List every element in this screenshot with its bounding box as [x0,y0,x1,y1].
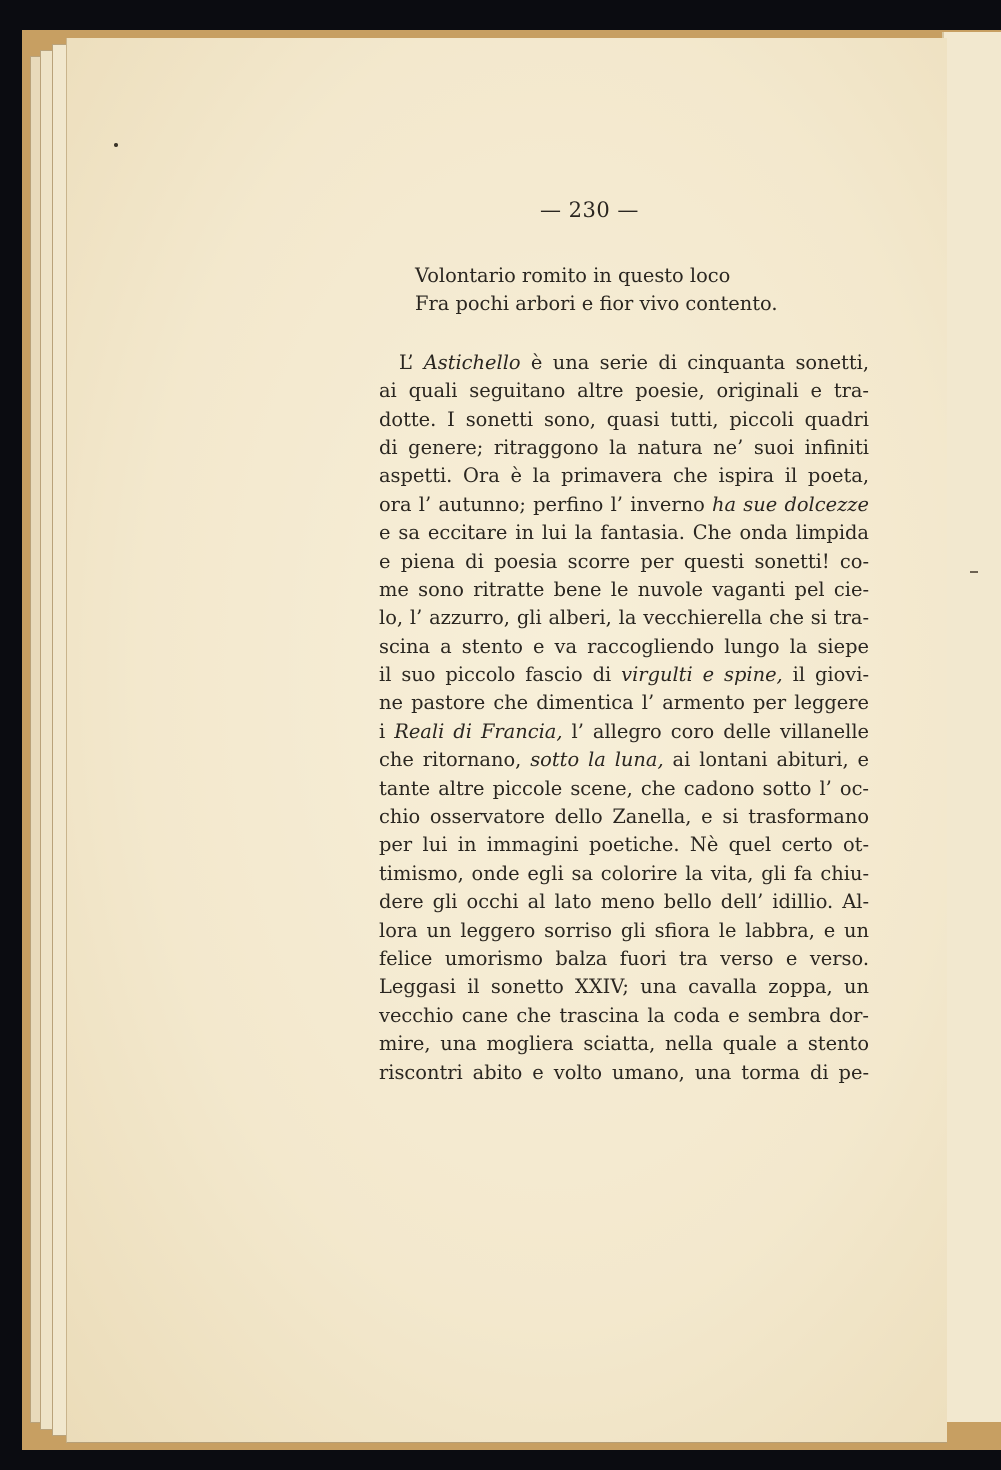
text-line [379,1059,869,1087]
page-text [379,262,869,1087]
text-run: chio osservatore dello Zanella, e si trasformano [379,805,869,829]
text-run: aspetti. Ora è la primavera che ispira il poeta, [379,464,869,488]
text-line [379,860,869,888]
text-line [379,973,869,1001]
italic-run: ha sue dolcezze [712,492,869,516]
facing-page-edge [942,32,1001,1422]
text-line [379,349,869,377]
text-line [379,576,869,604]
text-run: ora l’ autunno; perfino l’ inverno [379,492,713,516]
verse-line: Fra pochi arbori e fior vivo contento. [415,292,778,316]
text-run: per lui in immagini poetiche. Nè quel certo ot- [379,833,869,857]
text-run: lo, l’ azzurro, gli alberi, la vecchierella che si tra- [379,606,869,630]
text-run: il suo piccolo fascio di [379,663,622,687]
page-number: — 230 — [540,198,639,222]
text-line [379,661,869,689]
text-run: di genere; ritraggono la natura ne’ suoi infiniti [379,435,869,459]
text-run: ai lontani abituri, e [663,748,869,772]
text-run: scina a stento e va raccogliendo lungo la siepe [379,634,869,658]
text-line [379,1030,869,1058]
text-run: timismo, onde egli sa colorire la vita, gli fa chiu- [379,861,869,885]
text-line [379,434,869,462]
text-line [379,406,869,434]
text-line [379,519,869,547]
text-run: me sono ritratte bene le nuvole vaganti pel cie- [379,577,869,601]
text-run: vecchio cane che trascina la coda e sembra dor- [379,1003,869,1027]
text-line [379,775,869,803]
text-run: e sa eccitare in lui la fantasia. Che onda limpida [379,521,869,545]
italic-run: Reali di Francia, [394,719,563,743]
text-run: dotte. I sonetti sono, quasi tutti, piccoli quadri [379,407,869,431]
text-line [379,831,869,859]
text-run: mire, una mogliera sciatta, nella quale a stento [379,1032,869,1056]
text-run: L’ [399,350,424,374]
facing-page-mark [970,571,978,573]
text-line [379,462,869,490]
text-run: riscontri abito e volto umano, una torma di pe- [379,1060,869,1084]
italic-run: sotto la luna, [530,748,664,772]
body-paragraph [379,349,869,1087]
text-run: tante altre piccole scene, che cadono sotto l’ oc- [379,776,869,800]
text-run: è una serie di cinquanta sonetti, [520,350,869,374]
text-run: ne pastore che dimentica l’ armento per leggere [379,691,869,715]
text-run: Leggasi il sonetto XXIV; una cavalla zoppa, un [379,975,869,999]
ink-spot [114,143,118,147]
text-line [379,917,869,945]
text-run: dere gli occhi al lato meno bello dell’ idillio. Al- [379,890,869,914]
text-line [379,1002,869,1030]
text-line [379,604,869,632]
text-run: felice umorismo balza fuori tra verso e verso. [379,946,869,970]
text-run: che ritornano, [379,748,531,772]
text-run: il giovi- [782,663,869,687]
italic-run: virgulti e spine, [621,663,783,687]
text-line [379,633,869,661]
text-line [379,377,869,405]
text-run: i [379,719,395,743]
text-line [379,718,869,746]
text-run: e piena di poesia scorre per questi sonetti! co- [379,549,869,573]
text-line [379,548,869,576]
stanza-gap [379,319,869,349]
text-run: ai quali seguitano altre poesie, originali e tra- [379,379,869,403]
text-line [379,491,869,519]
text-line [379,803,869,831]
text-run: l’ allegro coro delle villanelle [562,719,869,743]
verse-line: Volontario romito in questo loco [415,264,731,287]
text-run: lora un leggero sorriso gli sfiora le labbra, e un [379,918,869,942]
text-line [379,689,869,717]
italic-run: Astichello [423,350,521,374]
text-line [379,888,869,916]
text-line [379,746,869,774]
text-line [379,945,869,973]
